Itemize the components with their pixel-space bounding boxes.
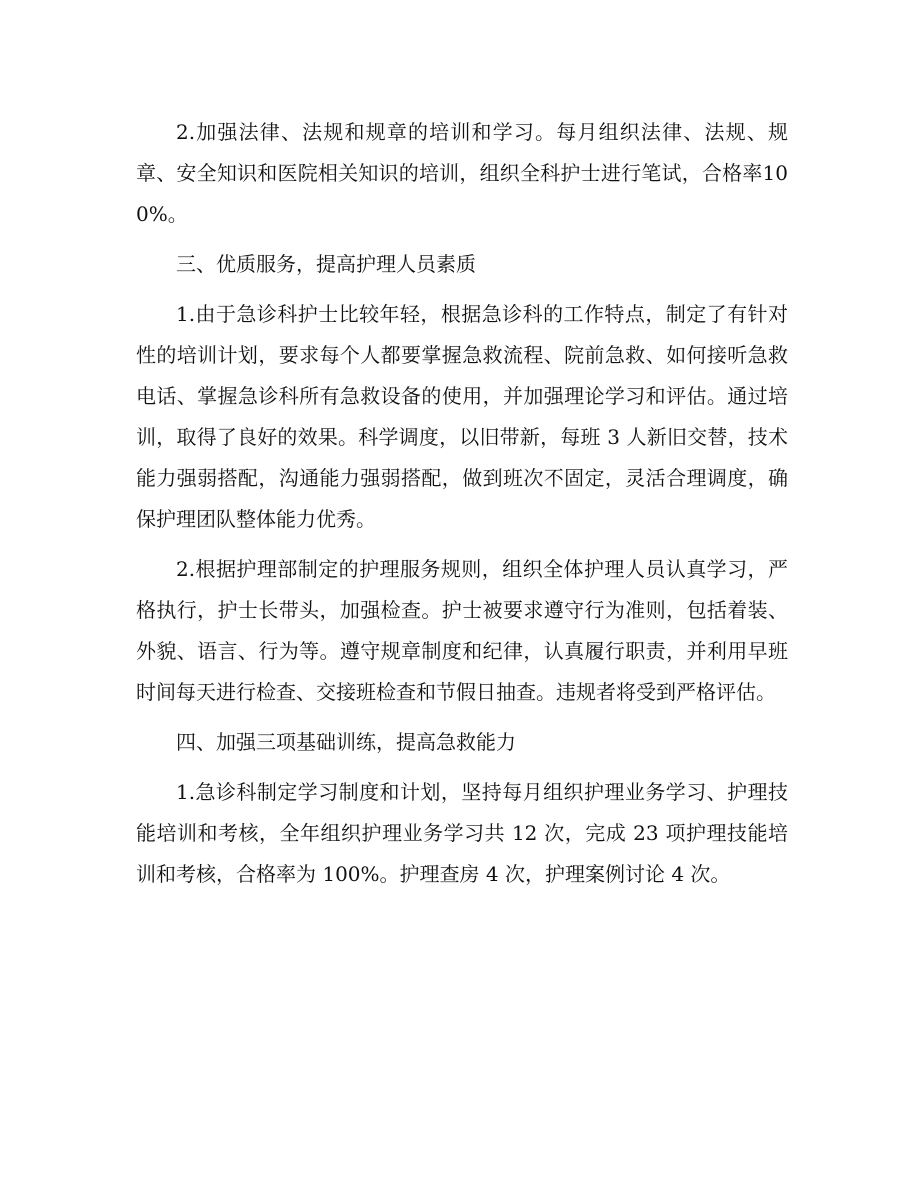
section-heading-quality-service: 三、优质服务，提高护理人员素质 xyxy=(176,252,476,276)
paragraph-service-rules: 2.根据护理部制定的护理服务规则，组织全体护理人员认真学习，严格执行，护士长带头，加强检查。护士被要求遵守行为准则，包括着装、外貌、语言、行为等。遵守规章制度和纪律，认真履行职责，并利用早班时间每天进行检查、交接班检查和节假日抽查。违规者将受到严格评估。 xyxy=(136,557,788,704)
paragraph-legal-training: 2.加强法律、法规和规章的培训和学习。每月组织法律、法规、规章、安全知识和医院相关知识的培训，组织全科护士进行笔试，合格率100%。 xyxy=(136,120,788,226)
section-heading-basic-training: 四、加强三项基础训练，提高急救能力 xyxy=(176,730,516,754)
paragraph-training-plan: 1.由于急诊科护士比较年轻，根据急诊科的工作特点，制定了有针对性的培训计划，要求每个人都要掌握急救流程、院前急救、如何接听急救电话、掌握急诊科所有急救设备的使用，并加强理论学习和评估。通过培训，取得了良好的效果。科学调度，以旧带新，每班 3 人新旧交替，技术能力强弱搭配，沟通能力强弱搭配，做到班次不固定，灵活合理调度，确保护理团队整体能力优秀。 xyxy=(136,302,788,531)
document-body xyxy=(136,112,788,904)
paragraph-study-system: 1.急诊科制定学习制度和计划，坚持每月组织护理业务学习、护理技能培训和考核，全年组织护理业务学习共 12 次，完成 23 项护理技能培训和考核，合格率为 100%。护理查房 4 次，护理案例讨论 4 次。 xyxy=(136,780,788,886)
